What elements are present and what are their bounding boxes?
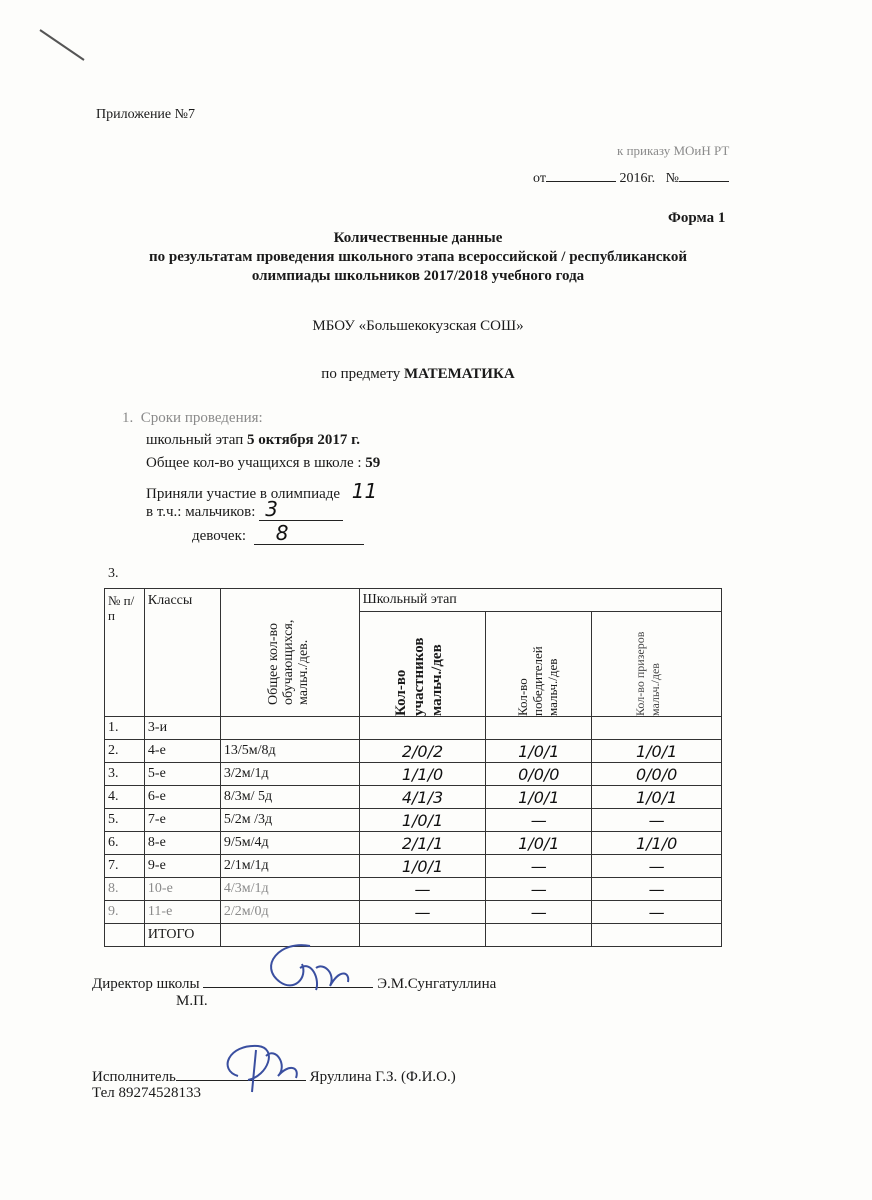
table-row [105,855,722,878]
row-winners [486,717,592,740]
header-total: Общее кол-во обучающихся, мальч./дев. [220,589,359,717]
row-prizes: 1/0/1 [592,740,722,763]
row-prizes: — [592,878,722,901]
row-num: 2. [105,740,145,763]
row-total [220,717,359,740]
table-row [105,924,722,947]
phone: Тел 89274528133 [92,1085,201,1101]
row-num: 9. [105,901,145,924]
participated-count: Приняли участие в олимпиаде 11 [146,479,378,503]
title-line-3: олимпиады школьников 2017/2018 учебного года [251,268,585,284]
table-row [105,740,722,763]
row-prizes: — [592,855,722,878]
row-winners: 0/0/0 [486,763,592,786]
table-row [105,901,722,924]
header-classes: Классы [144,589,220,717]
row-num: 8. [105,878,145,901]
row-class: 9-е [144,855,220,878]
row-total: 3/2м/1д [220,763,359,786]
row-participants: 2/0/2 [359,740,486,763]
row-class: 3-и [144,717,220,740]
executor-signature [208,1036,308,1096]
table-row [105,786,722,809]
girls-value: 8 [254,526,364,545]
header-num: № п/ п [105,589,145,717]
row-total: 9/5м/4д [220,832,359,855]
participated-value: 11 [351,479,378,503]
form-number: Форма 1 [668,210,726,226]
header-prizes: Кол-во призеров мальч./дев [592,612,722,717]
row-prizes [592,717,722,740]
boys-count: в т.ч.: мальчиков: 3 [146,502,343,521]
header-winners: Кол-во победителей мальч./дев [486,612,592,717]
row-prizes: 1/1/0 [592,832,722,855]
table-row [105,878,722,901]
table-row [105,717,722,740]
row-winners: — [486,901,592,924]
row-class: 5-е [144,763,220,786]
row-class: ИТОГО [144,924,220,947]
girls-count: девочек: 8 [192,526,364,545]
executor-line: Исполнитель Яруллина Г.З. (Ф.И.О.) [92,1064,456,1086]
row-class: 7-е [144,809,220,832]
stage-date: школьный этап 5 октября 2017 г. [146,432,361,448]
row-participants [359,717,486,740]
row-participants: 1/0/1 [359,809,486,832]
row-num [105,924,145,947]
order-reference: к приказу МОиН РТ [617,143,730,158]
table-section-number: 3. [108,566,119,581]
students-total: Общее кол-во учащихся в школе : 59 [146,455,381,471]
row-winners: 1/0/1 [486,832,592,855]
row-participants: 4/1/3 [359,786,486,809]
row-total: 5/2м /3д [220,809,359,832]
stamp-label: М.П. [176,993,208,1009]
director-line: Директор школы Э.М.Сунгатуллина [92,971,496,993]
row-participants [359,924,486,947]
director-signature [250,938,360,998]
doc-title [0,229,836,286]
row-prizes [592,924,722,947]
row-participants: 2/1/1 [359,832,486,855]
results-table [104,588,722,947]
row-class: 10-е [144,878,220,901]
row-class: 8-е [144,832,220,855]
row-participants: — [359,901,486,924]
annex-label: Приложение №7 [96,107,195,122]
row-num: 5. [105,809,145,832]
row-prizes: 0/0/0 [592,763,722,786]
row-total: 2/1м/1д [220,855,359,878]
row-total: 8/3м/ 5д [220,786,359,809]
row-class: 6-е [144,786,220,809]
row-total: 13/5м/8д [220,740,359,763]
row-participants: 1/1/0 [359,763,486,786]
row-winners: 1/0/1 [486,740,592,763]
row-prizes: — [592,901,722,924]
dates-heading: 1. Сроки проведения: [122,410,263,426]
boys-value: 3 [259,502,343,521]
row-num: 6. [105,832,145,855]
header-stage: Школьный этап [359,589,721,612]
scan-artifact-line [38,28,88,64]
row-num: 1. [105,717,145,740]
row-total: 4/3м/1д [220,878,359,901]
row-winners: 1/0/1 [486,786,592,809]
table-row [105,809,722,832]
table-row [105,763,722,786]
row-class: 4-е [144,740,220,763]
row-participants: — [359,878,486,901]
table-body [105,717,722,947]
row-class: 11-е [144,901,220,924]
row-participants: 1/0/1 [359,855,486,878]
row-winners [486,924,592,947]
row-total: 2/2м/0д [220,901,359,924]
header-participants: Кол-во участников мальч./дев [359,612,486,717]
row-winners: — [486,878,592,901]
title-line-2: по результатам проведения школьного этапа всероссийской / республиканской [149,249,687,265]
row-num: 3. [105,763,145,786]
order-date-line: от 2016г. № [533,165,729,187]
title-line-1: Количественные данные [333,230,503,246]
row-winners: — [486,855,592,878]
school-name: МБОУ «Большекокузская СОШ» [312,318,524,334]
table-row [105,832,722,855]
row-prizes: 1/0/1 [592,786,722,809]
row-num: 7. [105,855,145,878]
subject-line: по предмету МАТЕМАТИКА [321,366,515,382]
row-winners: — [486,809,592,832]
row-num: 4. [105,786,145,809]
row-prizes: — [592,809,722,832]
